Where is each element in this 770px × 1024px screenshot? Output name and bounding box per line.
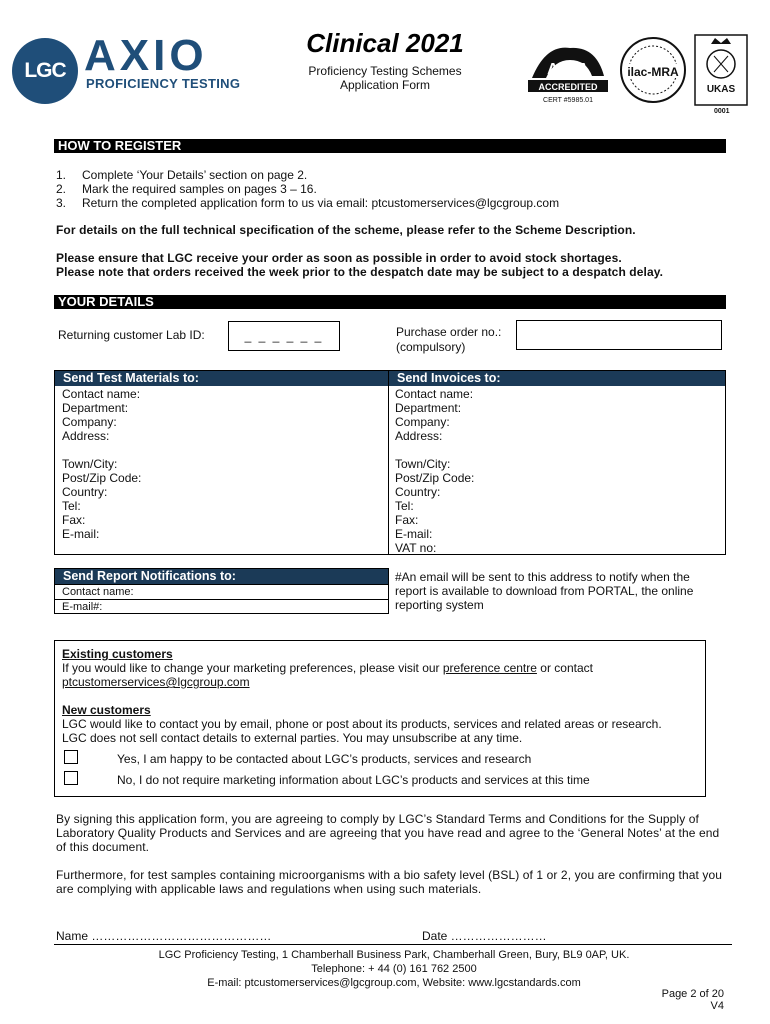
cert-text: CERT #5985.01 xyxy=(543,97,593,104)
accredited-text: ACCREDITED xyxy=(538,82,598,92)
page-subtitle-2: Application Form xyxy=(339,78,431,92)
field-label[interactable]: Tel: xyxy=(395,499,414,513)
page-number: Page 2 of 20 xyxy=(661,988,724,1000)
footer-divider xyxy=(54,944,732,945)
ukas-text: UKAS xyxy=(706,84,736,95)
register-step: 2. Mark the required samples on pages 3 – 16. xyxy=(56,182,317,196)
existing-customers-heading: Existing customers xyxy=(62,647,173,661)
register-step: 3. Return the completed application form to us via email: ptcustomerservices@lgcgroup.com xyxy=(56,196,560,210)
field-label[interactable]: Department: xyxy=(62,401,129,415)
report-contact-label[interactable]: Contact name: xyxy=(62,586,134,598)
lab-id-label: Returning customer Lab ID: xyxy=(58,328,205,342)
date-signature-line[interactable]: Date …………………… xyxy=(422,929,547,943)
field-label[interactable]: Tel: xyxy=(62,499,81,513)
send-invoices-fields xyxy=(395,387,474,555)
po-number-field[interactable] xyxy=(516,320,722,350)
axio-subtitle: PROFICIENCY TESTING xyxy=(86,76,241,91)
field-label[interactable]: E-mail: xyxy=(395,527,433,541)
customer-services-email-link[interactable]: ptcustomerservices@lgcgroup.com xyxy=(62,675,250,689)
field-label[interactable]: Contact name: xyxy=(62,387,141,401)
lgc-logo: LGC xyxy=(12,38,78,104)
field-label[interactable]: Town/City: xyxy=(62,457,118,471)
ukas-number: 0001 xyxy=(714,108,730,115)
field-label[interactable]: Address: xyxy=(62,429,110,443)
terms-paragraph: By signing this application form, you are agreeing to comply by LGC’s Standard Terms and Conditions for the Supply of Laboratory Quality Products and Services and are agreeing that you have read and agree to the ‘General Notes’ at the end of this document. xyxy=(56,812,720,854)
report-note: #An email will be sent to this address to notify when the report is available to download from PORTAL, the online reporting system xyxy=(395,570,694,612)
field-label[interactable]: Fax: xyxy=(395,513,419,527)
marketing-yes-label: Yes, I am happy to be contacted about LGC’s products, services and research xyxy=(117,752,532,766)
svg-text:A2LA: A2LA xyxy=(547,61,589,78)
footer-address: LGC Proficiency Testing, 1 Chamberhall Business Park, Chamberhall Green, Bury, BL9 0AP, UK. xyxy=(158,949,630,961)
lab-id-field[interactable]: _ _ _ _ _ _ xyxy=(228,321,340,351)
footer-phone: Telephone: + 44 (0) 161 762 2500 xyxy=(311,963,477,975)
how-to-register-heading: HOW TO REGISTER xyxy=(54,139,726,153)
field-label[interactable]: E-mail: xyxy=(62,527,100,541)
report-heading: Send Report Notifications to: xyxy=(55,569,388,584)
stock-note: Please ensure that LGC receive your order as soon as possible in order to avoid stock shortages. xyxy=(56,251,622,265)
version-label: V4 xyxy=(710,1000,724,1012)
page-title: Clinical 2021 xyxy=(306,28,464,58)
send-invoices-heading: Send Invoices to: xyxy=(389,371,725,386)
despatch-note: Please note that orders received the week prior to the despatch date may be subject to a despatch delay. xyxy=(56,265,664,279)
field-label[interactable]: Post/Zip Code: xyxy=(62,471,142,485)
a2la-accredited-logo xyxy=(526,40,610,106)
send-materials-fields xyxy=(62,387,141,541)
register-steps xyxy=(56,168,559,210)
bsl-paragraph: Furthermore, for test samples containing microorganisms with a bio safety level (BSL) of 1 or 2, you are confirming that you are complying with applicable laws and regulations when using such materials. xyxy=(56,868,723,896)
report-email-label[interactable]: E-mail#: xyxy=(62,601,103,613)
scheme-details-note: For details on the full technical specification of the scheme, please refer to the Scheme Description. xyxy=(56,223,636,237)
field-label[interactable]: Department: xyxy=(395,401,462,415)
ilac-mra-logo xyxy=(618,34,688,106)
field-label[interactable]: Post/Zip Code: xyxy=(395,471,475,485)
ilac-text: ilac-MRA xyxy=(627,65,679,79)
field-label[interactable]: Town/City: xyxy=(395,457,451,471)
report-row-divider xyxy=(55,599,388,600)
field-label[interactable]: Company: xyxy=(395,415,450,429)
send-materials-heading: Send Test Materials to: xyxy=(55,371,388,386)
field-label[interactable]: Address: xyxy=(395,429,443,443)
po-label: Purchase order no.: (compulsory) xyxy=(396,325,502,354)
new-customers-heading: New customers xyxy=(62,703,151,717)
existing-customers-text: If you would like to change your marketing preferences, please visit our preference centre or contact xyxy=(62,661,593,675)
page-subtitle-1: Proficiency Testing Schemes xyxy=(308,64,462,78)
preference-centre-link[interactable]: preference centre xyxy=(442,661,537,675)
name-signature-line[interactable]: Name ……………………………………… xyxy=(56,929,272,943)
addresses-box xyxy=(54,370,726,555)
your-details-heading: YOUR DETAILS xyxy=(54,295,726,309)
marketing-no-label: No, I do not require marketing information about LGC’s products and services at this time xyxy=(117,773,590,787)
field-label[interactable]: Contact name: xyxy=(395,387,474,401)
new-customers-text: LGC would like to contact you by email, phone or post about its products, services and related areas or research. LGC does not sell contact details to external parties. You may unsubscribe at any time. xyxy=(62,717,662,745)
field-label[interactable]: Country: xyxy=(395,485,441,499)
footer-contact: E-mail: ptcustomerservices@lgcgroup.com, Website: www.lgcstandards.com xyxy=(207,977,581,989)
register-step: 1. Complete ‘Your Details’ section on page 2. xyxy=(56,168,308,182)
marketing-yes-checkbox[interactable] xyxy=(64,750,78,764)
title-block xyxy=(284,28,486,92)
ukas-logo xyxy=(694,34,748,106)
addresses-divider xyxy=(388,370,389,555)
field-label[interactable]: Fax: xyxy=(62,513,86,527)
field-label[interactable]: VAT no: xyxy=(395,541,437,555)
axio-logo: AXIO xyxy=(84,31,208,80)
marketing-no-checkbox[interactable] xyxy=(64,771,78,785)
field-label[interactable]: Country: xyxy=(62,485,108,499)
field-label[interactable]: Company: xyxy=(62,415,117,429)
